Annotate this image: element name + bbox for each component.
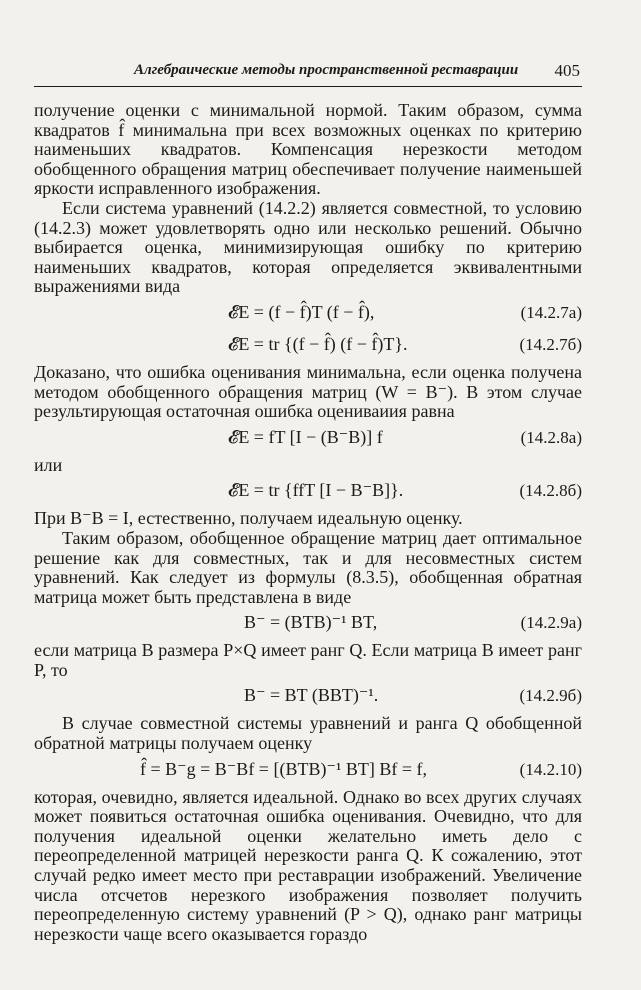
page	[34, 60, 582, 944]
equation-number: (14.2.9б)	[519, 686, 582, 706]
paragraph: При B⁻B = I, естественно, получаем идеальную оценку.	[34, 508, 463, 529]
equation-14-2-7a	[34, 299, 582, 329]
equation-formula: 𝓔E = tr {ffT [I − B⁻B]}.	[228, 480, 404, 501]
equation-number: (14.2.10)	[519, 759, 582, 779]
running-header	[34, 60, 582, 87]
running-title: Алгебраические методы пространственной реставрации	[134, 62, 519, 78]
paragraph: В случае совместной системы уравнений и ранга Q обобщенной обратной матрицы получаем оценку	[34, 713, 582, 754]
page-number: 405	[554, 61, 580, 80]
paragraph: или	[34, 454, 63, 475]
equation-formula: B⁻ = BT (BBT)⁻¹.	[244, 685, 379, 706]
equation-14-2-10	[34, 756, 582, 786]
equation-14-2-8a	[34, 424, 582, 454]
paragraph: которая, очевидно, является идеальной. Однако во всех других случаях может появиться остаточная ошибка оценивания. Очевидно, что для получения идеальной оценки желательно иметь дело с переопределенной матрицей нерезкости ранга Q. К сожалению, этот случай редко имеет место при реставрации изображений. Увеличение числа отсчетов нерезкого изображения позволяет получить переопределенную систему уравнений (P > Q), однако ранг матрицы нерезкости чаще всего оказывается гораздо	[34, 786, 582, 944]
equation-number: (14.2.7а)	[520, 302, 582, 322]
equation-formula: 𝓔E = (f − f̂)T (f − f̂),	[228, 301, 375, 322]
paragraph: если матрица B размера P×Q имеет ранг Q. Если матрица B имеет ранг P, то	[34, 640, 582, 680]
body-text	[34, 101, 582, 944]
equation-formula: 𝓔E = tr {(f − f̂) (f − f̂)T}.	[228, 333, 408, 354]
equation-number: (14.2.8б)	[519, 481, 582, 501]
equation-14-2-9b	[34, 682, 582, 712]
paragraph: получение оценки с минимальной нормой. Таким образом, сумма квадратов f̂ минимальна при всех возможных оценках по критерию наименьших квадратов. Компенсация нерезкости методом обобщенного обращения матриц обеспечивает получение наименьшей яркости исправленного изображения.	[34, 100, 582, 199]
equation-formula: B⁻ = (BTB)⁻¹ BT,	[244, 612, 378, 633]
equation-14-2-7b	[34, 331, 582, 361]
equation-formula: 𝓔E = fT [I − (B⁻B)] f	[228, 426, 383, 447]
paragraph: Таким образом, обобщенное обращение матриц дает оптимальное решение как для совместных, так и для несовместных систем уравнений. Как следует из формулы (8.3.5), обобщенная обратная матрица может быть представлена в виде	[34, 527, 582, 607]
paragraph: Доказано, что ошибка оценивания минимальна, если оценка получена методом обобщенного обращения матриц (W = B⁻). В этом случае результирующая остаточная ошибка оцениваиия равна	[34, 361, 582, 422]
paragraph: Если система уравнений (14.2.2) является совместной, то условию (14.2.3) может удовлетворять одно или несколько решений. Обычно выбирается оценка, минимизирующая ошибку по критерию наименьших квадратов, которая определяется эквивалентными выражениями вида	[34, 197, 582, 297]
equation-14-2-9a	[34, 609, 582, 639]
equation-14-2-8b	[34, 477, 582, 507]
equation-number: (14.2.7б)	[519, 334, 582, 354]
equation-formula: f̂ = B⁻g = B⁻Bf = [(BTB)⁻¹ BT] Bf = f,	[140, 758, 427, 779]
equation-number: (14.2.9а)	[520, 613, 582, 633]
equation-number: (14.2.8а)	[520, 427, 582, 447]
